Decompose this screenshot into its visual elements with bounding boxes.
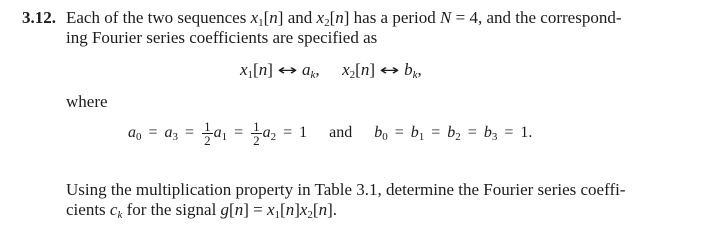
and-connector: and <box>329 124 353 142</box>
half-fraction: $\frac{1}{2}$ <box>204 119 211 148</box>
x2-signal: $x_2[n]$ <box>342 60 375 81</box>
double-arrow-icon: ↔ <box>379 61 400 79</box>
b0-term: $b_0$ <box>374 124 388 144</box>
b2-term: $b_2$ <box>447 124 461 144</box>
a-k-coeff: $a_k$, <box>301 60 320 81</box>
b3-term: $b_3$ <box>483 124 498 144</box>
a0-term: $a_0$ <box>128 124 142 144</box>
problem-statement-line-1: Each of the two sequences $x_1[n]$ and $x_2[n]$ has a period N = 4, and the correspond- <box>66 8 622 29</box>
fourier-pair-equation <box>240 60 422 80</box>
a2-term: $a_2$ <box>262 124 277 144</box>
b1-term: $b_1$ <box>410 124 425 144</box>
a1-term: $a_1$ <box>213 124 228 144</box>
coefficient-values-equation: $a_0 = a_3$ = $\frac{1}{2}$ $a_1$ = $\frac{1}{2}$ $a_2 = 1$ and $b_0 = b_1 = b_2 = b_3 = 1$. <box>128 119 533 148</box>
problem-statement-line-2: ing Fourier series coefficients are specified as <box>66 28 378 47</box>
problem-number: 3.12. <box>22 8 56 27</box>
problem-question-line-1: Using the multiplication property in Table 3.1, determine the Fourier series coeffi- <box>66 180 626 199</box>
x1-signal: $x_1[n]$ <box>240 60 273 81</box>
double-arrow-icon: ↔ <box>277 61 298 79</box>
b-value: 1. <box>520 124 533 142</box>
b-k-coeff: $b_k$, <box>404 60 422 81</box>
a3-term: $a_3$ <box>164 124 179 144</box>
a-value: 1 <box>299 124 308 142</box>
half-fraction: $\frac{1}{2}$ <box>253 119 260 148</box>
problem-question-line-2: cients $c_k$ for the signal $g[n] = x_1[n]x_2[n]$. <box>66 200 337 221</box>
where-label: where <box>66 92 108 111</box>
